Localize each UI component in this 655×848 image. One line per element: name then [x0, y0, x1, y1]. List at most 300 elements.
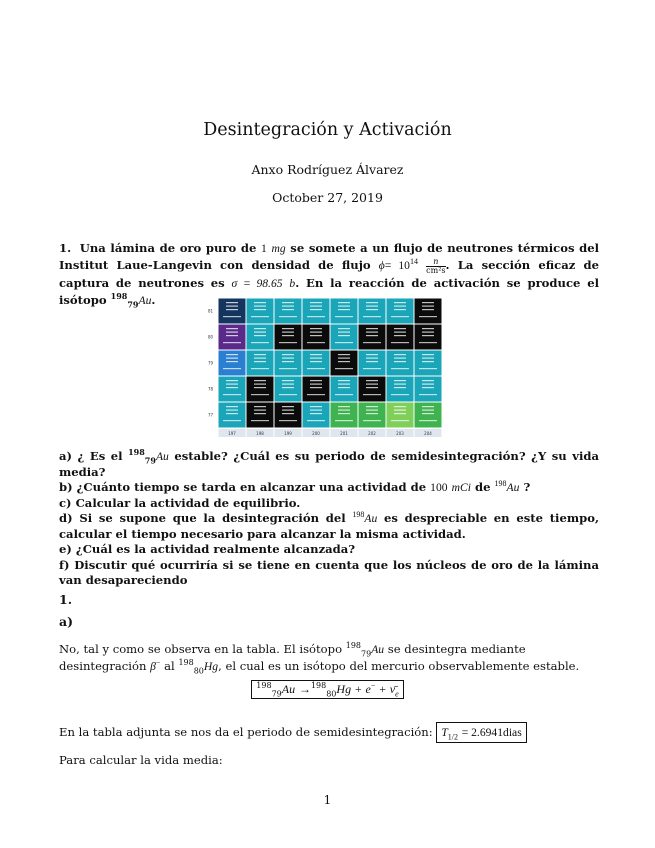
- nuclide-cell-text-line: [279, 368, 297, 369]
- isotope-A: 198: [110, 290, 128, 301]
- nuclide-cell-text-line: [366, 387, 378, 388]
- nuclide-cell-text-line: [226, 384, 238, 385]
- problem-text-3: . La sección eficaz de captura de neutrones es: [59, 258, 599, 290]
- para1-hg-isotope: [178, 658, 203, 675]
- nuclide-cell-text-line: [226, 335, 238, 336]
- question-b-A: 198: [494, 479, 507, 489]
- half-life-label: T: [441, 726, 448, 739]
- nuclide-cell-text-line: [226, 332, 238, 333]
- nuclide-cell-text-line: [366, 302, 378, 303]
- sigma-unit: b: [289, 276, 296, 290]
- nuclide-cell-text-line: [223, 368, 241, 369]
- para1-c: al: [164, 659, 175, 673]
- nuclide-cell-text-line: [310, 358, 322, 359]
- question-d-pre: d) Si se supone que la desintegración del: [59, 511, 346, 525]
- nuclide-cell-text-line: [223, 342, 241, 343]
- nuclide-cell-text-line: [310, 309, 322, 310]
- nuclide-cell: [247, 351, 274, 376]
- nuclide-cell-text-line: [366, 361, 378, 362]
- flux-exp: 14: [409, 257, 418, 267]
- col-label: 200: [312, 431, 320, 436]
- nuclide-cell-text-line: [422, 309, 434, 310]
- nuclide-cell: [303, 377, 330, 402]
- nuclide-cell: [219, 403, 246, 428]
- col-label: 198: [256, 431, 264, 436]
- nuclide-cell-text-line: [338, 332, 350, 333]
- question-d-sym: Au: [364, 512, 378, 525]
- nuclide-cell-text-line: [419, 316, 437, 317]
- para1-iso-A: 198: [345, 641, 362, 651]
- nuclide-cell-text-line: [310, 332, 322, 333]
- nuclide-cell-text-line: [338, 380, 350, 381]
- nuclide-cell: [359, 325, 386, 350]
- nuclide-cell-text-line: [226, 413, 238, 414]
- nuclide-cell-text-line: [422, 306, 434, 307]
- nuclide-cell-text-line: [394, 306, 406, 307]
- nuclide-cell-text-line: [310, 387, 322, 388]
- half-life-unit: dias: [503, 726, 522, 739]
- question-a-post: estable? ¿Cuál es su periodo de semidesintegración? ¿Y su vida media?: [59, 449, 600, 479]
- eq-lhs-isotope: [256, 681, 282, 699]
- col-label: 199: [284, 431, 292, 436]
- row-label: 77: [208, 412, 214, 418]
- col-label: 197: [228, 431, 236, 436]
- nuclide-cell-text-line: [310, 335, 322, 336]
- half-life-box: [436, 722, 526, 743]
- nuclide-cell-text-line: [282, 387, 294, 388]
- nuclide-cell-text-line: [307, 394, 325, 395]
- nuclide-cell-text-line: [254, 332, 266, 333]
- nuclide-cell-text-line: [422, 413, 434, 414]
- nuclide-cell: [359, 377, 386, 402]
- nuclide-cell-text-line: [338, 384, 350, 385]
- nuclide-cell-text-line: [419, 394, 437, 395]
- para1-isotope: [346, 641, 371, 658]
- solution-paragraph-2: [59, 722, 599, 743]
- page-number: 1: [323, 793, 332, 807]
- nuclide-cell-text-line: [422, 332, 434, 333]
- nuclide-cell: [247, 403, 274, 428]
- nuclide-cell-text-line: [223, 394, 241, 395]
- nuclide-cell-text-line: [226, 358, 238, 359]
- nuclide-cell-text-line: [338, 387, 350, 388]
- nuclide-cell: [387, 377, 414, 402]
- nuclide-cell-text-line: [366, 335, 378, 336]
- nuclide-cell: [275, 377, 302, 402]
- nuclide-cell-text-line: [282, 328, 294, 329]
- nuclide-cell-text-line: [282, 306, 294, 307]
- nuclide-cell-text-line: [394, 332, 406, 333]
- nuclide-cell-text-line: [282, 302, 294, 303]
- nuclide-cell: [331, 325, 358, 350]
- nuclide-cell-text-line: [279, 342, 297, 343]
- flux-unit-num: n: [426, 258, 445, 267]
- eq-rhs-isotope: [310, 681, 337, 699]
- question-a-A: 198: [128, 447, 145, 458]
- solution-section-number: 1.: [59, 592, 73, 607]
- nuclide-cell: [275, 351, 302, 376]
- nuclide-cell-text-line: [282, 332, 294, 333]
- flux-unit-den: cm²s: [426, 265, 446, 275]
- para1-beta-sup: −: [155, 658, 161, 668]
- nuclide-cell-text-line: [254, 387, 266, 388]
- nuclide-cell-text-line: [254, 306, 266, 307]
- nuclide-cell-text-line: [394, 413, 406, 414]
- nuclide-cell-text-line: [254, 328, 266, 329]
- row-label: 80: [208, 334, 214, 340]
- flux-eq: = 10: [384, 259, 410, 272]
- nuclide-cell-text-line: [254, 302, 266, 303]
- para1-hg-A: 198: [178, 658, 194, 668]
- nuclide-cell: [331, 299, 358, 324]
- nuclide-cell-text-line: [310, 302, 322, 303]
- nuclide-cell-text-line: [279, 420, 297, 421]
- nuclide-cell-text-line: [254, 358, 266, 359]
- problem-text-4: . En la reacción de activación se produce el isótopo: [59, 275, 599, 307]
- nuclide-cell-text-line: [310, 406, 322, 407]
- isotope-Z: 79: [127, 298, 139, 309]
- nuclide-cell-text-line: [279, 316, 297, 317]
- nuclide-cell-text-line: [394, 406, 406, 407]
- nuclide-cell-text-line: [366, 328, 378, 329]
- nuclide-cell-text-line: [226, 309, 238, 310]
- nuclide-cell: [219, 351, 246, 376]
- nuclide-cell-text-line: [282, 380, 294, 381]
- eq-antineutrino: ν̄: [389, 682, 396, 696]
- eq-lhs-Z: 79: [271, 689, 282, 699]
- nuclide-cell-text-line: [338, 302, 350, 303]
- para1-a: No, tal y como se observa en la tabla. El isótopo: [59, 642, 343, 656]
- nuclide-cell-text-line: [310, 410, 322, 411]
- nuclide-cell: [359, 299, 386, 324]
- flux-symbol: ϕ: [378, 259, 385, 272]
- nuclide-cell-text-line: [366, 380, 378, 381]
- nuclide-cell: [303, 325, 330, 350]
- nuclide-cell-text-line: [394, 302, 406, 303]
- nuclide-cell-text-line: [310, 306, 322, 307]
- nuclide-cell: [359, 403, 386, 428]
- nuclide-cell: [387, 299, 414, 324]
- nuclide-cell: [275, 299, 302, 324]
- nuclide-cell: [219, 325, 246, 350]
- eq-lhs-A: 198: [256, 681, 272, 690]
- eq-rhs-A: 198: [310, 681, 327, 690]
- nuclide-cell-text-line: [419, 368, 437, 369]
- nuclide-cell-text-line: [254, 410, 266, 411]
- nuclide-cell-text-line: [391, 394, 409, 395]
- question-a-sym: Au: [155, 450, 169, 463]
- half-life-value: = 2.6941: [461, 726, 504, 739]
- eq-electron-sup: −: [370, 681, 376, 690]
- nuclide-cell-text-line: [394, 309, 406, 310]
- nuclide-cell-text-line: [363, 394, 381, 395]
- nuclide-cell-text-line: [422, 387, 434, 388]
- nuclide-cell-text-line: [338, 309, 350, 310]
- nuclide-cell-text-line: [363, 368, 381, 369]
- nuclide-cell-text-line: [363, 342, 381, 343]
- nuclide-cell-text-line: [419, 342, 437, 343]
- nuclide-cell-text-line: [366, 413, 378, 414]
- question-b-post: ?: [523, 480, 531, 494]
- decay-equation-line: [0, 680, 655, 699]
- nuclide-cell-text-line: [254, 384, 266, 385]
- question-b-sym: Au: [506, 481, 520, 494]
- nuclide-cell-text-line: [335, 420, 353, 421]
- col-label: 203: [396, 431, 404, 436]
- nuclide-cell-text-line: [422, 358, 434, 359]
- nuclide-cell: [275, 325, 302, 350]
- nuclide-cell-text-line: [338, 361, 350, 362]
- solution-paragraph-3: Para calcular la vida media:: [59, 753, 223, 767]
- nuclide-cell-text-line: [335, 394, 353, 395]
- eq-lhs-sym: Au: [281, 682, 296, 696]
- nuclide-cell-text-line: [422, 302, 434, 303]
- nuclide-cell-text-line: [422, 328, 434, 329]
- nuclide-cell-text-line: [254, 380, 266, 381]
- eq-plus-2: +: [379, 682, 386, 696]
- question-b-mid: de: [474, 480, 491, 494]
- para1-b: se desintegra mediante desintegración: [59, 642, 526, 673]
- nuclide-cell: [247, 325, 274, 350]
- nuclide-cell: [303, 403, 330, 428]
- question-d: [59, 511, 599, 542]
- question-e: e) ¿Cuál es la actividad realmente alcanzada?: [59, 542, 356, 556]
- document-author: Anxo Rodríguez Álvarez: [251, 162, 404, 177]
- nuclide-cell-text-line: [254, 413, 266, 414]
- nuclide-cell-text-line: [307, 368, 325, 369]
- nuclide-cell-text-line: [335, 368, 353, 369]
- nuclide-cell-text-line: [226, 328, 238, 329]
- problem-end: .: [151, 292, 156, 307]
- nuclide-cell-text-line: [226, 306, 238, 307]
- nuclide-cell-text-line: [282, 354, 294, 355]
- mass-value: 1: [261, 242, 267, 255]
- nuclide-cell-text-line: [282, 384, 294, 385]
- nuclide-cell: [219, 377, 246, 402]
- question-a: [59, 449, 599, 480]
- nuclide-cell-text-line: [226, 387, 238, 388]
- para2-text: En la tabla adjunta se nos da el periodo de semidesintegración:: [59, 725, 433, 739]
- nuclide-cell-text-line: [422, 361, 434, 362]
- question-b-unit: mCi: [451, 481, 471, 494]
- para1-d: ,: [218, 659, 222, 673]
- nuclide-cell-text-line: [282, 410, 294, 411]
- problem-text-2: se somete a un flujo de neutrones térmicos del Institut Laue-Langevin con densidad de flujo: [59, 241, 599, 272]
- nuclide-cell-text-line: [391, 316, 409, 317]
- nuclide-cell-text-line: [422, 335, 434, 336]
- nuclide-cell-text-line: [366, 332, 378, 333]
- nuclide-cell-text-line: [251, 316, 269, 317]
- nuclide-cell-text-line: [226, 361, 238, 362]
- nuclide-cell-text-line: [254, 406, 266, 407]
- nuclide-cell: [415, 351, 442, 376]
- nuclide-cell-text-line: [251, 394, 269, 395]
- question-a-Z: 79: [144, 455, 156, 466]
- nuclide-cell-text-line: [366, 354, 378, 355]
- nuclide-cell: [247, 377, 274, 402]
- eq-plus-1: +: [354, 682, 362, 696]
- nuclide-cell-text-line: [282, 335, 294, 336]
- problem-text-1: Una lámina de oro puro de: [79, 241, 257, 255]
- nuclide-cell-text-line: [279, 394, 297, 395]
- nuclide-cell-text-line: [254, 309, 266, 310]
- nuclide-cell-text-line: [366, 309, 378, 310]
- nuclide-cell-text-line: [310, 413, 322, 414]
- question-f: f) Discutir qué ocurriría si se tiene en cuenta que los núcleos de oro de la lámina van desapareciendo: [59, 557, 599, 587]
- nuclide-cell: [219, 299, 246, 324]
- nuclide-cell-text-line: [226, 302, 238, 303]
- nuclide-cell-text-line: [422, 410, 434, 411]
- nuclide-cell-text-line: [422, 384, 434, 385]
- nuclide-cell: [415, 403, 442, 428]
- col-label: 204: [424, 431, 432, 436]
- question-d-A: 198: [352, 510, 365, 520]
- nuclide-cell: [331, 351, 358, 376]
- nuclide-chart-figure: [206, 296, 448, 437]
- nuclide-cell-text-line: [394, 354, 406, 355]
- nuclide-cell-text-line: [338, 335, 350, 336]
- question-b-pre: b) ¿Cuánto tiempo se tarda en alcanzar una actividad de: [59, 480, 427, 494]
- row-label: 78: [208, 386, 214, 392]
- nuclide-cell-text-line: [307, 342, 325, 343]
- eq-rhs-Z: 80: [326, 689, 337, 699]
- nuclide-cell-text-line: [282, 406, 294, 407]
- eq-electron: e: [365, 682, 371, 696]
- nuclide-cell-text-line: [251, 342, 269, 343]
- question-d-post: es despreciable en este tiempo, calcular el tiempo necesario para alcanzar la misma actividad.: [59, 511, 599, 541]
- nuclide-cell-text-line: [254, 361, 266, 362]
- row-label: 79: [208, 360, 214, 366]
- nuclide-cell-text-line: [394, 361, 406, 362]
- question-a-isotope: [128, 449, 156, 465]
- nuclide-cell: [247, 299, 274, 324]
- nuclide-cell: [387, 351, 414, 376]
- question-b-value: 100: [430, 481, 448, 494]
- col-label: 201: [340, 431, 348, 436]
- nuclide-cell-text-line: [422, 354, 434, 355]
- nuclide-cell: [387, 403, 414, 428]
- flux-unit-fraction: [426, 258, 445, 275]
- nuclide-cell-text-line: [363, 420, 381, 421]
- eq-rhs-sym: Hg: [336, 682, 352, 696]
- isotope-au198: [111, 292, 139, 308]
- nuclide-cell-text-line: [363, 316, 381, 317]
- nuclide-cell-text-line: [282, 361, 294, 362]
- nuclide-cell-text-line: [226, 406, 238, 407]
- nuclide-cell-text-line: [394, 410, 406, 411]
- nuclide-cell-text-line: [391, 342, 409, 343]
- nuclide-cell-text-line: [310, 328, 322, 329]
- nuclide-cell-text-line: [366, 410, 378, 411]
- nuclide-cell-text-line: [226, 410, 238, 411]
- nuclide-cell-text-line: [251, 368, 269, 369]
- para1-e: el cual es un isótopo del mercurio observablemente estable.: [225, 659, 580, 673]
- nuclide-cell-text-line: [223, 316, 241, 317]
- nuclide-cell-text-line: [394, 328, 406, 329]
- nuclide-cell-text-line: [338, 306, 350, 307]
- eq-arrow: →: [298, 682, 311, 696]
- sigma-expr: σ = 98.65: [231, 276, 283, 290]
- nuclide-cell-text-line: [338, 358, 350, 359]
- half-life-sub: 1/2: [447, 732, 459, 742]
- nuclide-cell-text-line: [422, 406, 434, 407]
- nuclide-cell-text-line: [394, 384, 406, 385]
- nuclide-cell-text-line: [310, 361, 322, 362]
- nuclide-cell-text-line: [310, 380, 322, 381]
- nuclide-cell-text-line: [338, 328, 350, 329]
- nuclide-cell: [359, 351, 386, 376]
- nuclide-cell-text-line: [391, 420, 409, 421]
- row-label: 81: [208, 308, 214, 314]
- nuclide-cell: [415, 377, 442, 402]
- document-date: October 27, 2019: [272, 190, 383, 205]
- nuclide-cell: [331, 403, 358, 428]
- para1-iso-Z: 79: [361, 649, 372, 659]
- nuclide-cell: [415, 299, 442, 324]
- problem-number: 1.: [59, 241, 72, 255]
- nuclide-cell-text-line: [366, 358, 378, 359]
- nuclide-cell-text-line: [335, 316, 353, 317]
- nuclide-cell-text-line: [366, 306, 378, 307]
- document-title: Desintegración y Activación: [203, 120, 452, 140]
- para1-iso-sym: Au: [371, 643, 385, 656]
- nuclide-cell-text-line: [335, 342, 353, 343]
- para1-hg-sym: Hg: [203, 660, 219, 673]
- nuclide-cell-text-line: [338, 413, 350, 414]
- question-c: c) Calcular la actividad de equilibrio.: [59, 495, 301, 510]
- nuclide-cell: [415, 325, 442, 350]
- nuclide-cell-text-line: [419, 420, 437, 421]
- nuclide-cell-text-line: [310, 384, 322, 385]
- col-label: 202: [368, 431, 376, 436]
- eq-antineutrino-sub: e: [395, 689, 399, 699]
- nuclide-cell-text-line: [394, 380, 406, 381]
- nuclide-cell-text-line: [394, 358, 406, 359]
- question-list: [59, 449, 599, 589]
- para1-beta: β: [150, 660, 156, 673]
- nuclide-cell-text-line: [338, 354, 350, 355]
- question-a-pre: a) ¿ Es el: [59, 449, 123, 463]
- solution-subsection: a): [59, 614, 74, 629]
- nuclide-cell-text-line: [226, 380, 238, 381]
- decay-equation-box: [251, 680, 403, 699]
- nuclide-cell-text-line: [310, 354, 322, 355]
- nuclide-cell-text-line: [366, 406, 378, 407]
- nuclide-cell-text-line: [254, 335, 266, 336]
- para1-hg-Z: 80: [193, 666, 204, 676]
- nuclide-cell-text-line: [307, 316, 325, 317]
- nuclide-cell: [303, 351, 330, 376]
- nuclide-cell: [387, 325, 414, 350]
- nuclide-cell-text-line: [394, 387, 406, 388]
- nuclide-cell-text-line: [366, 384, 378, 385]
- nuclide-cell-text-line: [282, 413, 294, 414]
- nuclide-cell: [303, 299, 330, 324]
- nuclide-cell-text-line: [254, 354, 266, 355]
- nuclide-cell-text-line: [338, 406, 350, 407]
- nuclide-cell-text-line: [307, 420, 325, 421]
- question-b: [59, 480, 599, 496]
- nuclide-cell-text-line: [422, 380, 434, 381]
- nuclide-cell-text-line: [226, 354, 238, 355]
- nuclide-cell-text-line: [338, 410, 350, 411]
- nuclide-cell-text-line: [251, 420, 269, 421]
- nuclide-cell: [275, 403, 302, 428]
- solution-paragraph-1: [59, 641, 599, 675]
- nuclide-cell: [331, 377, 358, 402]
- isotope-symbol: Au: [138, 293, 152, 307]
- nuclide-cell-text-line: [282, 358, 294, 359]
